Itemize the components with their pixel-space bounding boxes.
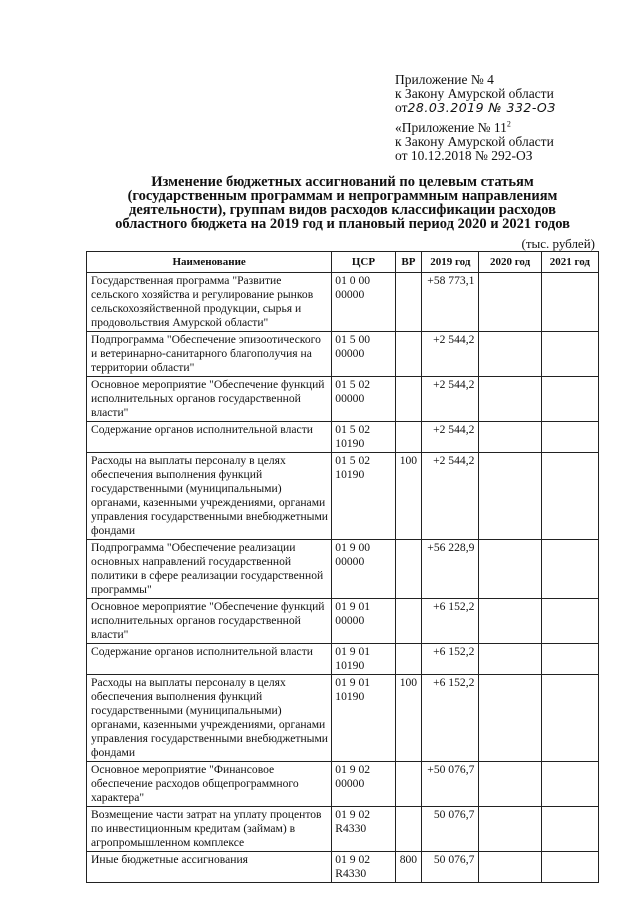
cell-2020 [479, 273, 541, 332]
cell-2020 [479, 807, 541, 852]
cell-2019: +6 152,2 [422, 599, 479, 644]
cell-vr [395, 807, 422, 852]
column-header-2019: 2019 год [422, 252, 479, 273]
cell-2019: 50 076,7 [422, 807, 479, 852]
table-row [87, 422, 599, 453]
previous-appendix-to-law: к Закону Амурской области [395, 134, 554, 149]
cell-csr: 01 9 01 10190 [332, 675, 395, 762]
cell-csr: 01 9 00 00000 [332, 540, 395, 599]
cell-vr [395, 762, 422, 807]
cell-name: Расходы на выплаты персоналу в целях обеспечения выполнения функций государственными (муниципальными) органами, казенными учреждениями, органами управления государственными внебюджетными фондами [87, 675, 332, 762]
cell-vr [395, 599, 422, 644]
cell-name: Иные бюджетные ассигнования [87, 852, 332, 883]
previous-appendix-number: «Приложение № $11^2$ [395, 119, 511, 135]
cell-2020 [479, 675, 541, 762]
cell-2021 [541, 540, 598, 599]
table-row [87, 762, 599, 807]
cell-2019: +50 076,7 [422, 762, 479, 807]
appendix-date-line [395, 101, 556, 115]
cell-2021 [541, 453, 598, 540]
table-row [87, 675, 599, 762]
table-row [87, 852, 599, 883]
cell-name: Подпрограмма "Обеспечение реализации основных направлений государственной политики в сфере реализации государственной программы" [87, 540, 332, 599]
cell-2021 [541, 675, 598, 762]
table-row [87, 644, 599, 675]
cell-2021 [541, 644, 598, 675]
cell-csr: 01 0 00 00000 [332, 273, 395, 332]
cell-csr: 01 9 02 R4330 [332, 807, 395, 852]
cell-2020 [479, 332, 541, 377]
cell-vr: 800 [395, 852, 422, 883]
cell-name: Расходы на выплаты персоналу в целях обеспечения выполнения функций государственными (муниципальными) органами, казенными учреждениями, органами управления государственными внебюджетными фондами [87, 453, 332, 540]
cell-2021 [541, 599, 598, 644]
cell-2021 [541, 377, 598, 422]
cell-csr: 01 5 02 10190 [332, 422, 395, 453]
cell-2020 [479, 762, 541, 807]
cell-2020 [479, 377, 541, 422]
table-row [87, 453, 599, 540]
table-row [87, 540, 599, 599]
cell-2020 [479, 453, 541, 540]
cell-vr: 100 [395, 453, 422, 540]
cell-2019: 50 076,7 [422, 852, 479, 883]
handwritten-date-number: 28.03.2019 № 332-ОЗ [407, 100, 556, 115]
column-header-2021: 2021 год [541, 252, 598, 273]
cell-2019: +2 544,2 [422, 332, 479, 377]
table-row [87, 807, 599, 852]
cell-name: Государственная программа "Развитие сельского хозяйства и регулирование рынков сельскохозяйственной продукции, сырья и продовольствия Амурской области" [87, 273, 332, 332]
cell-2020 [479, 644, 541, 675]
table-row [87, 273, 599, 332]
column-header-name: Наименование [87, 252, 332, 273]
previous-appendix-date: от 10.12.2018 № 292-ОЗ [395, 148, 533, 163]
cell-vr [395, 540, 422, 599]
cell-vr [395, 377, 422, 422]
cell-vr: 100 [395, 675, 422, 762]
cell-csr: 01 5 02 10190 [332, 453, 395, 540]
cell-name: Основное мероприятие "Обеспечение функций исполнительных органов государственной власти" [87, 377, 332, 422]
cell-2019: +56 228,9 [422, 540, 479, 599]
cell-2021 [541, 422, 598, 453]
cell-csr: 01 5 00 00000 [332, 332, 395, 377]
cell-2019: +2 544,2 [422, 377, 479, 422]
cell-2020 [479, 540, 541, 599]
table-row [87, 599, 599, 644]
cell-name: Содержание органов исполнительной власти [87, 644, 332, 675]
cell-vr [395, 332, 422, 377]
cell-name: Основное мероприятие "Обеспечение функций исполнительных органов государственной власти" [87, 599, 332, 644]
column-header-vr: ВР [395, 252, 422, 273]
cell-csr: 01 9 02 R4330 [332, 852, 395, 883]
column-header-2020: 2020 год [479, 252, 541, 273]
appendix-header [395, 73, 556, 115]
allocations-table [86, 251, 599, 883]
cell-vr [395, 644, 422, 675]
previous-appendix-header [395, 121, 554, 163]
cell-vr [395, 422, 422, 453]
cell-2019: +6 152,2 [422, 644, 479, 675]
cell-vr [395, 273, 422, 332]
cell-csr: 01 9 01 10190 [332, 644, 395, 675]
cell-name: Подпрограмма "Обеспечение эпизоотического и ветеринарно-санитарного благополучия на территории области" [87, 332, 332, 377]
cell-name: Основное мероприятие "Финансовое обеспечение расходов общепрограммного характера" [87, 762, 332, 807]
cell-name: Возмещение части затрат на уплату процентов по инвестиционным кредитам (займам) в агропромышленном комплексе [87, 807, 332, 852]
column-header-csr: ЦСР [332, 252, 395, 273]
units-label: (тыс. рублей) [521, 236, 595, 251]
cell-2019: +2 544,2 [422, 453, 479, 540]
cell-csr: 01 9 02 00000 [332, 762, 395, 807]
cell-2020 [479, 422, 541, 453]
appendix-number: Приложение № 4 [395, 72, 494, 87]
cell-2021 [541, 332, 598, 377]
cell-2021 [541, 807, 598, 852]
cell-2021 [541, 852, 598, 883]
cell-2020 [479, 599, 541, 644]
appendix-to-law: к Закону Амурской области [395, 86, 554, 101]
document-title: Изменение бюджетных ассигнований по целевым статьям (государственным программам и непрограммным направлениям деятельности), группам видов расходов классификации расходов областного бюджета на 2019 год и плановый период 2020 и 2021 годов [115, 174, 570, 232]
cell-2019: +6 152,2 [422, 675, 479, 762]
table-row [87, 377, 599, 422]
superscript: 2 [506, 119, 511, 129]
table-header-row [87, 252, 599, 273]
cell-name: Содержание органов исполнительной власти [87, 422, 332, 453]
cell-2020 [479, 852, 541, 883]
cell-csr: 01 5 02 00000 [332, 377, 395, 422]
cell-2021 [541, 762, 598, 807]
cell-csr: 01 9 01 00000 [332, 599, 395, 644]
cell-2021 [541, 273, 598, 332]
cell-2019: +58 773,1 [422, 273, 479, 332]
appendix-from-label: от [395, 100, 408, 115]
cell-2019: +2 544,2 [422, 422, 479, 453]
table-row [87, 332, 599, 377]
